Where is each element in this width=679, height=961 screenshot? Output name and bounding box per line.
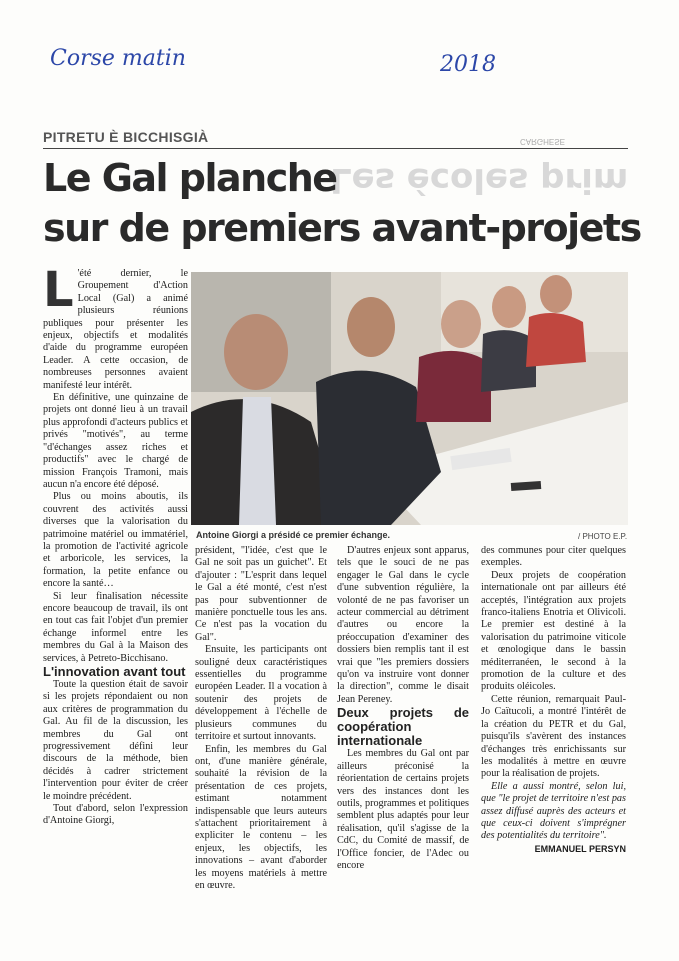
paragraph-14: Cette réunion, remarquait Paul-Jo Caïtucoli, a montré l'intérêt de la création du PETR et du Gal, puisqu'ils s'avèrent des instances d'échanges très enrichissants sur les modalités à mettre en œuvre pour la réalisation de projets.: [481, 693, 626, 780]
photo-credit: / PHOTO E.P.: [578, 532, 628, 541]
headline-line-1: Le Gal planche: [43, 156, 337, 200]
section-rule: [43, 148, 628, 149]
photo-caption: Antoine Giorgi a présidé ce premier échange.: [196, 530, 391, 540]
paragraph-1: 'été dernier, le Groupement d'Action Local (Gal) a animé plusieurs réunions publiques pour présenter les enjeux, objectifs et modalités d'aide du programme européen Leader. A cette occasion, de nombreuses personnes avaient manifesté leur intérêt.: [43, 268, 188, 391]
paragraph-8: Ensuite, les participants ont souligné deux caractéristiques essentielles du programme européen Leader. Il a vocation à soutenir des projets de développement à l'échelle de plusieurs communes du territoire et surtout innovants.: [195, 644, 327, 743]
article-column-1: [43, 262, 188, 828]
article-column-3: [337, 545, 469, 872]
paragraph-5: Toute la question était de savoir si les projets répondaient ou non aux critères de programmation du Gal. Au fil de la discussion, les membres du Gal ont progressivement défini leur discours de la méthode, bien décidés à cadrer strictement l'intervention pour éviter de créer le moindre précédent.: [43, 679, 188, 802]
paragraph-4: Si leur finalisation nécessite encore beaucoup de travail, ils ont en tout cas fait l'objet d'un premier échange informel entre les membres du Gal à la Maison des services, à Petreto-Bicchisano.: [43, 590, 188, 664]
meeting-photo-illustration: [191, 272, 628, 525]
neighbor-headline-bleed: Les écoles prim: [330, 160, 629, 200]
paragraph-15: Elle a aussi montré, selon lui, que "le projet de territoire n'est pas assez diffusé auprès des acteurs et que ceux-ci doivent s'imprégner des potentialités du territoire".: [481, 780, 626, 842]
paragraph-6: Tout d'abord, selon l'expression d'Antoine Giorgi,: [43, 803, 188, 827]
paragraph-9: Enfin, les membres du Gal ont, d'une manière générale, souhaité la révision de la présentation de ces projets, estimant notamment indispensable que leurs auteurs s'attachent prioritairement à expliciter le contenu – les enjeux, les objectifs, les innovations – avant d'aborder les moyens matériels à mettre en œuvre.: [195, 743, 327, 891]
paragraph-11: Les membres du Gal ont par ailleurs préconisé la réorientation de certains projets vers des instances dont les outils, programmes et politiques semblent plus adaptés pour leur réalisation, qu'il s'agisse de la CdC, du Comité de massif, de l'Office foncier, de l'Adec ou encore: [337, 748, 469, 871]
paragraph-3: Plus ou moins aboutis, ils couvrent des activités aussi diverses que la valorisation du patrimoine matériel ou immatériel, la promotion de l'activité agricole et arboricole, les services, la formation, la petite enfance ou encore la santé…: [43, 491, 188, 590]
drop-cap: L: [43, 262, 74, 318]
headline-line-2: sur de premiers avant-projets: [43, 206, 641, 250]
paragraph-2: En définitive, une quinzaine de projets ont donné lieu à un travail plus approfondi d'acteurs publics et privés "motivés", au terme "d'échanges assez riches et productifs" avec le chargé de mission François Tramoni, mais aucun n'a encore été déposé.: [43, 392, 188, 490]
neighbor-kicker-bleed: CARGHESE: [520, 137, 565, 146]
paragraph-13: Deux projets de coopération internationale ont par ailleurs été acceptés, l'intégration aux projets franco-italiens Enotria et Olivicoli. Le premier est destiné à la valorisation du patrimoine viticole et œnologique dans le bassin méditerranéen, le second à la promotion de la culture et des produits oléicoles.: [481, 569, 626, 693]
paragraph-7: président, "l'idée, c'est que le Gal ne soit pas un guichet". Et d'ajouter : "L'esprit dans lequel le Gal a été monté, c'est n'est pas pour subventionner de manière ponctuelle tous les ans. Ce n'est pas la vocation du Gal".: [195, 545, 327, 643]
article-column-2: [195, 545, 327, 892]
paragraph-10: D'autres enjeux sont apparus, tels que le souci de ne pas engager le Gal dans le cycle d'une subvention régulière, la volonté de ne pas favoriser un acteur commercial au détriment d'autres ou encore la préoccupation d'examiner des dossiers bien remplis tant il est vrai que "les premiers dossiers qu'on va instruire vont donner la direction", comme le disait Jean Pereney.: [337, 545, 469, 705]
paragraph-12: des communes pour citer quelques exemples.: [481, 545, 626, 569]
handwritten-publication: Corse matin: [50, 46, 186, 71]
article-photo: [191, 272, 628, 525]
article-column-4: [481, 545, 626, 855]
subhead-innovation: L'innovation avant tout: [43, 664, 186, 679]
subhead-cooperation: Deux projets de coopération internationale: [337, 705, 469, 749]
section-kicker: PITRETU È BICCHISGIÀ: [43, 129, 209, 145]
handwritten-year: 2018: [440, 52, 496, 77]
author-signature: EMMANUEL PERSYN: [534, 843, 626, 854]
